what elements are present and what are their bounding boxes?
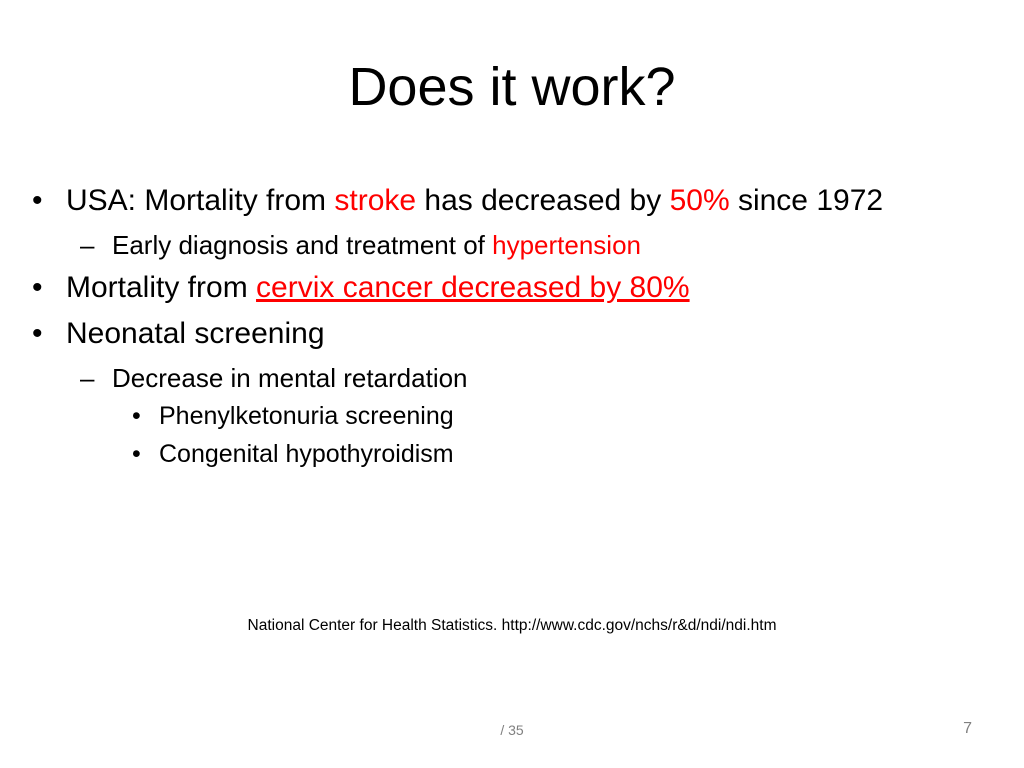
bullet-marker: • (32, 317, 43, 351)
bullet-text (159, 398, 1000, 436)
bullet-item (24, 436, 1000, 474)
bullet-item (24, 358, 1000, 398)
bullet-text (112, 225, 1000, 265)
bullet-text-segment: Neonatal screening (66, 317, 325, 351)
bullet-item (24, 265, 1000, 312)
bullet-marker: – (80, 229, 95, 260)
bullet-text (112, 358, 1000, 398)
source-citation: National Center for Health Statistics. http://www.cdc.gov/nchs/r&d/ndi/ndi.htm (247, 617, 777, 634)
bullet-marker: • (132, 402, 141, 431)
bullet-item (24, 225, 1000, 265)
page-title: Does it work? (348, 57, 676, 117)
bullet-marker: • (132, 439, 141, 468)
bullet-text (159, 436, 1000, 474)
bullet-item (24, 311, 1000, 358)
bullet-text (66, 178, 1000, 225)
bullet-text-segment: has decreased by (416, 184, 670, 217)
bullet-text-segment: Phenylketonuria screening (159, 402, 454, 431)
bullet-item (24, 398, 1000, 436)
bullet-text (66, 265, 1000, 312)
bullet-text-segment: cervix cancer decreased by 80% (256, 270, 690, 304)
bullet-text-segment: 50% (669, 184, 730, 217)
bullet-marker: • (32, 184, 43, 217)
bullet-text-segment: Mortality from (66, 270, 257, 304)
bullet-text (66, 311, 1000, 358)
bullet-text-segment: Early diagnosis and treatment of (112, 229, 493, 260)
bullet-text-segment: Congenital hypothyroidism (159, 439, 454, 468)
bullet-marker: • (32, 270, 43, 304)
bullet-text-segment: hypertension (492, 229, 641, 260)
bullet-text-segment: Decrease in mental retardation (112, 362, 468, 393)
bullet-text-segment: stroke (334, 184, 417, 217)
footer-page-count: / 35 (500, 722, 524, 738)
footer-slide-number: 7 (963, 720, 972, 737)
bullet-marker: – (80, 362, 95, 393)
bullet-list (24, 178, 1000, 473)
bullet-text-segment: USA: Mortality from (66, 184, 335, 217)
bullet-text-segment: since 1972 (729, 184, 884, 217)
bullet-item (24, 178, 1000, 225)
